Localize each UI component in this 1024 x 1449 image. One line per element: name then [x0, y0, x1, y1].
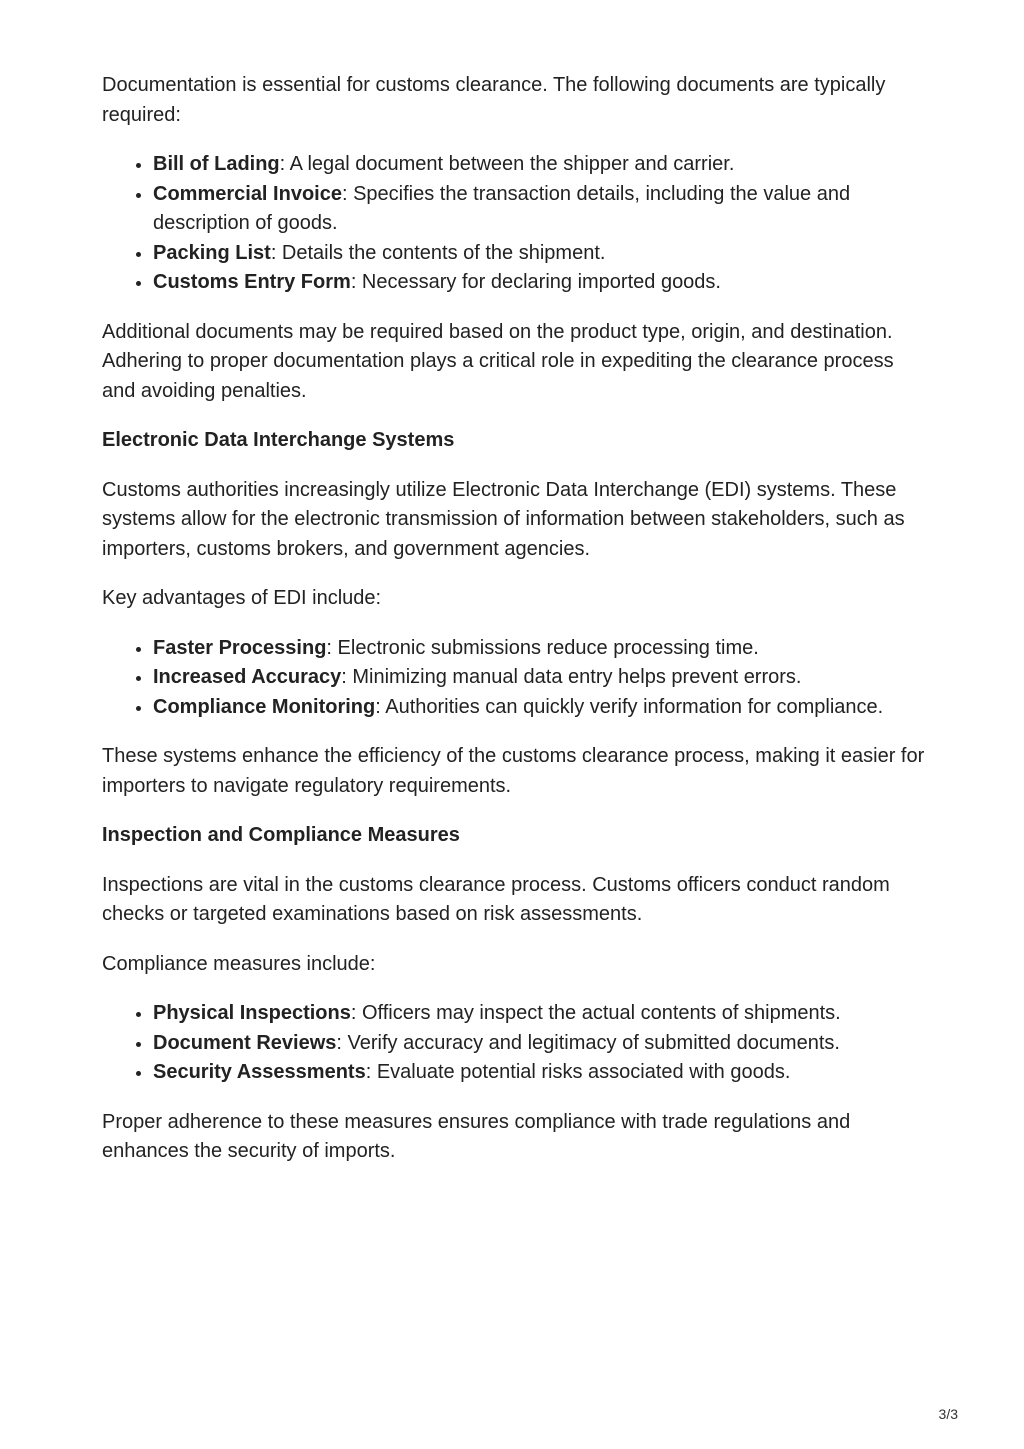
list-item-term: Compliance Monitoring	[153, 695, 376, 718]
intro-paragraph: Documentation is essential for customs clearance. The following documents are typically required:	[102, 74, 886, 126]
page-number: 3/3	[938, 1406, 958, 1422]
list-item-desc: : Specifies the transaction details, including the value and description of goods.	[153, 182, 851, 234]
list-item-desc: : Electronic submissions reduce processing time.	[326, 636, 759, 659]
edi-heading: Electronic Data Interchange Systems	[102, 429, 455, 451]
list-item-term: Packing List	[153, 241, 271, 264]
list-item-term: Faster Processing	[153, 636, 327, 659]
list-item	[153, 663, 932, 693]
list-item-desc: : Verify accuracy and legitimacy of submitted documents.	[336, 1031, 840, 1054]
list-item	[153, 180, 932, 239]
list-item	[153, 150, 932, 180]
list-item	[153, 634, 932, 664]
list-item-term: Document Reviews	[153, 1031, 337, 1054]
list-item-desc: : Necessary for declaring imported goods.	[350, 271, 721, 293]
inspection-heading: Inspection and Compliance Measures	[102, 824, 460, 846]
compliance-list	[102, 999, 932, 1088]
closing-paragraph: Proper adherence to these measures ensures compliance with trade regulations and enhances the security of imports.	[102, 1110, 851, 1162]
list-item-desc: : Evaluate potential risks associated with goods.	[365, 1061, 791, 1083]
list-item-term: Customs Entry Form	[153, 271, 351, 293]
edi-paragraph: Customs authorities increasingly utilize Electronic Data Interchange (EDI) systems. These systems allow for the electronic transmission of information between stakeholders, such as importers, customs brokers, and government agencies.	[102, 478, 905, 560]
list-item-term: Security Assessments	[153, 1061, 366, 1083]
list-item	[153, 1058, 932, 1088]
additional-paragraph: Additional documents may be required based on the product type, origin, and destination. Adhering to proper documentation plays a critical role in expediting the clearance process and avoiding penalties.	[102, 320, 894, 402]
list-item	[153, 268, 932, 298]
documents-list	[102, 150, 932, 298]
list-item-term: Increased Accuracy	[153, 666, 342, 688]
list-item-desc: : Minimizing manual data entry helps prevent errors.	[341, 666, 802, 688]
list-item	[153, 693, 932, 723]
list-item-desc: : Authorities can quickly verify information for compliance.	[375, 695, 884, 718]
list-item-term: Bill of Lading	[153, 153, 280, 175]
list-item-desc: : A legal document between the shipper and carrier.	[279, 153, 735, 175]
list-item	[153, 239, 932, 269]
list-item-desc: : Officers may inspect the actual contents of shipments.	[350, 1002, 841, 1024]
list-item-term: Physical Inspections	[153, 1002, 351, 1024]
list-item-term: Commercial Invoice	[153, 182, 342, 205]
edi-advantages-intro: Key advantages of EDI include:	[102, 587, 382, 609]
list-item	[153, 1029, 932, 1059]
document-body	[102, 71, 932, 1187]
edi-advantages-list	[102, 634, 932, 723]
list-item	[153, 999, 932, 1029]
compliance-intro: Compliance measures include:	[102, 952, 376, 975]
list-item-desc: : Details the contents of the shipment.	[270, 241, 606, 264]
edi-closing-paragraph: These systems enhance the efficiency of the customs clearance process, making it easier for importers to navigate regulatory requirements.	[102, 745, 925, 797]
inspection-paragraph: Inspections are vital in the customs clearance process. Customs officers conduct random checks or targeted examinations based on risk assessments.	[102, 873, 890, 925]
